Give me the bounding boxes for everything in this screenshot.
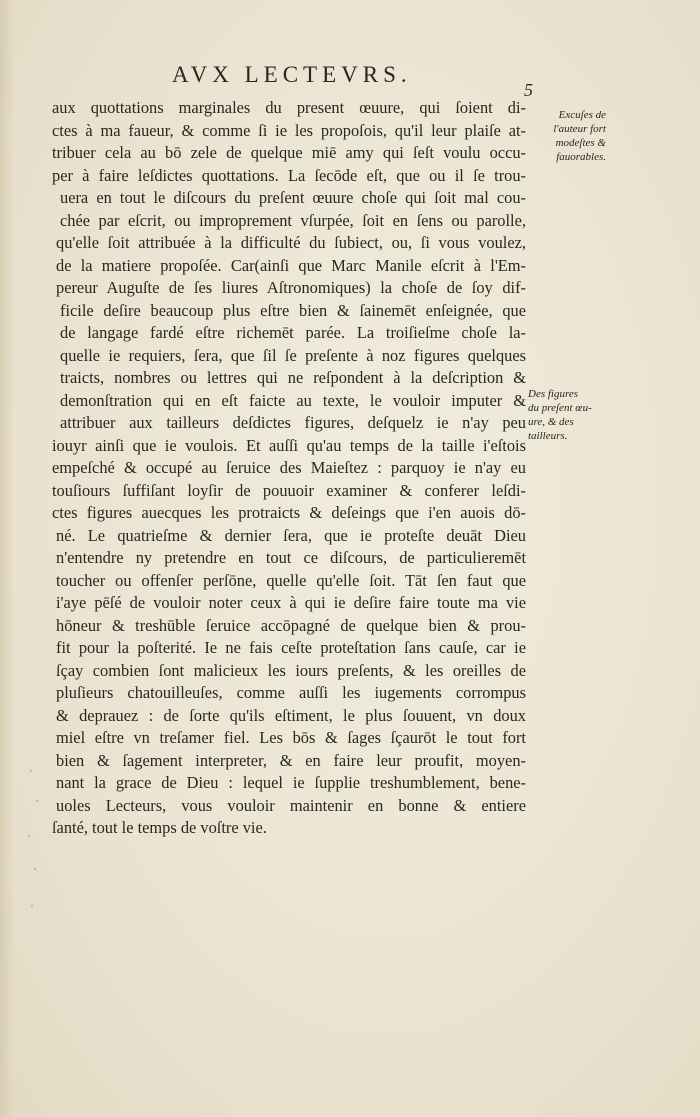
- body-line: ctes à ma faueur, & comme ſi ie les propoſois, qu'il leur plaiſe at-: [52, 120, 526, 140]
- body-line: chée par eſcrit, ou improprement vſurpée, ſoit en ſens ou parolle,: [60, 210, 526, 230]
- body-line: pereur Auguſte de ſes liures Aſtronomiques) la choſe de ſoy dif-: [56, 278, 526, 297]
- body-line: aux quottations marginales du present œuure, qui ſoient di-: [52, 98, 526, 117]
- running-head: AVX LECTEVRS.: [172, 62, 412, 87]
- body-line: fit pour la poſterité. Ie ne fais ceſte proteſtation ſans cauſe, car ie: [56, 638, 526, 657]
- body-line: né. Le quatrieſme & dernier ſera, que ie proteſte deuāt Dieu: [56, 525, 526, 545]
- body-line: ficile deſire beaucoup plus eſtre bien & ſainemēt enſeignée, que: [60, 300, 526, 320]
- body-line: bien & ſagement interpreter, & en faire leur proufit, moyen-: [56, 750, 526, 770]
- margin-note-excuses: [532, 108, 606, 164]
- margin-note-line: Excuſes de: [558, 109, 606, 121]
- body-line: toucher ou offenſer perſōne, quelle qu'elle ſoit. Tāt ſen faut que: [56, 570, 526, 590]
- margin-note-line: modeſtes &: [555, 137, 606, 149]
- body-line: qu'elle ſoit attribuée à la difficulté du ſubiect, ou, ſi vous voulez,: [56, 233, 526, 252]
- margin-note-line: Des figures: [528, 388, 579, 400]
- body-line: quelle ie requiers, ſera, que ſil ſe preſente à noz figures quelques: [60, 345, 526, 365]
- margin-note-line: fauorables.: [556, 151, 606, 163]
- body-line: iouyr ainſi que ie voulois. Et auſſi qu'au temps de la taille i'eſtois: [52, 435, 526, 455]
- body-text: [52, 97, 526, 840]
- body-line: ſçay combien ſont malicieux les iours preſents, & les oreilles de: [56, 660, 526, 680]
- page-gutter-shadow: [0, 0, 14, 1117]
- page-number: 5: [524, 80, 533, 100]
- paper-speck: [34, 868, 36, 870]
- body-line: uera en tout le diſcours du preſent œuure choſe qui ſoit mal cou-: [60, 188, 526, 207]
- paper-speck: [36, 800, 38, 802]
- margin-note-line: l'auteur fort: [553, 123, 606, 135]
- body-line: empeſché & occupé au ſeruice des Maieſtez : parquoy ie n'ay eu: [52, 458, 526, 477]
- margin-note-line: tailleurs.: [528, 430, 568, 442]
- margin-note-figures: [528, 387, 602, 443]
- body-line: traicts, nombres ou lettres qui ne reſpondent à la deſcription &: [60, 368, 526, 387]
- body-line: hōneur & treshūble ſeruice accōpagné de quelque bien & prou-: [56, 615, 526, 635]
- body-line: & deprauez : de ſorte qu'ils eſtiment, le plus ſouuent, vn doux: [56, 705, 526, 725]
- paper-speck: [28, 835, 30, 837]
- body-line: de la matiere propoſée. Car(ainſi que Marc Manile eſcrit à l'Em-: [56, 255, 526, 275]
- body-line: nant la grace de Dieu : lequel ie ſupplie treshumblement, bene-: [56, 773, 526, 792]
- paper-speck: [31, 905, 33, 907]
- body-line: ctes figures auecques les protraicts & deſeings que i'en auois dō-: [52, 503, 526, 522]
- paper-speck: [30, 770, 32, 772]
- body-line: per à faire leſdictes quottations. La ſecōde eſt, que ou il ſe trou-: [52, 165, 526, 185]
- body-line: attribuer aux tailleurs deſdictes figures, deſquelz ie n'ay peu: [60, 413, 526, 432]
- body-line: tribuer cela au bō zele de quelque miē amy qui ſeſt voulu occu-: [52, 143, 526, 162]
- margin-note-line: du preſent œu-: [528, 402, 592, 414]
- body-line: i'aye pēſé de vouloir noter ceux à qui ie deſire faire toute ma vie: [56, 593, 526, 612]
- body-line: miel eſtre vn treſamer fiel. Les bōs & ſages ſçaurōt le tout fort: [56, 728, 526, 747]
- body-line: touſiours ſuffiſant loyſir de pouuoir examiner & conferer leſdi-: [52, 480, 526, 500]
- body-line: n'entendre ny pretendre en tout ce diſcours, de particulieremēt: [56, 548, 526, 567]
- body-line: demonſtration qui en eſt faicte au texte, le vouloir imputer &: [60, 390, 526, 410]
- body-line: ſanté, tout le temps de voſtre vie.: [52, 818, 267, 837]
- margin-note-line: ure, & des: [528, 416, 574, 428]
- body-line: de langage fardé eſtre richemēt parée. La troiſieſme choſe la-: [60, 323, 526, 342]
- body-line: uoles Lecteurs, vous vouloir maintenir en bonne & entiere: [56, 795, 526, 815]
- body-line: pluſieurs chatouilleuſes, comme auſſi les iugements corrompus: [56, 683, 526, 702]
